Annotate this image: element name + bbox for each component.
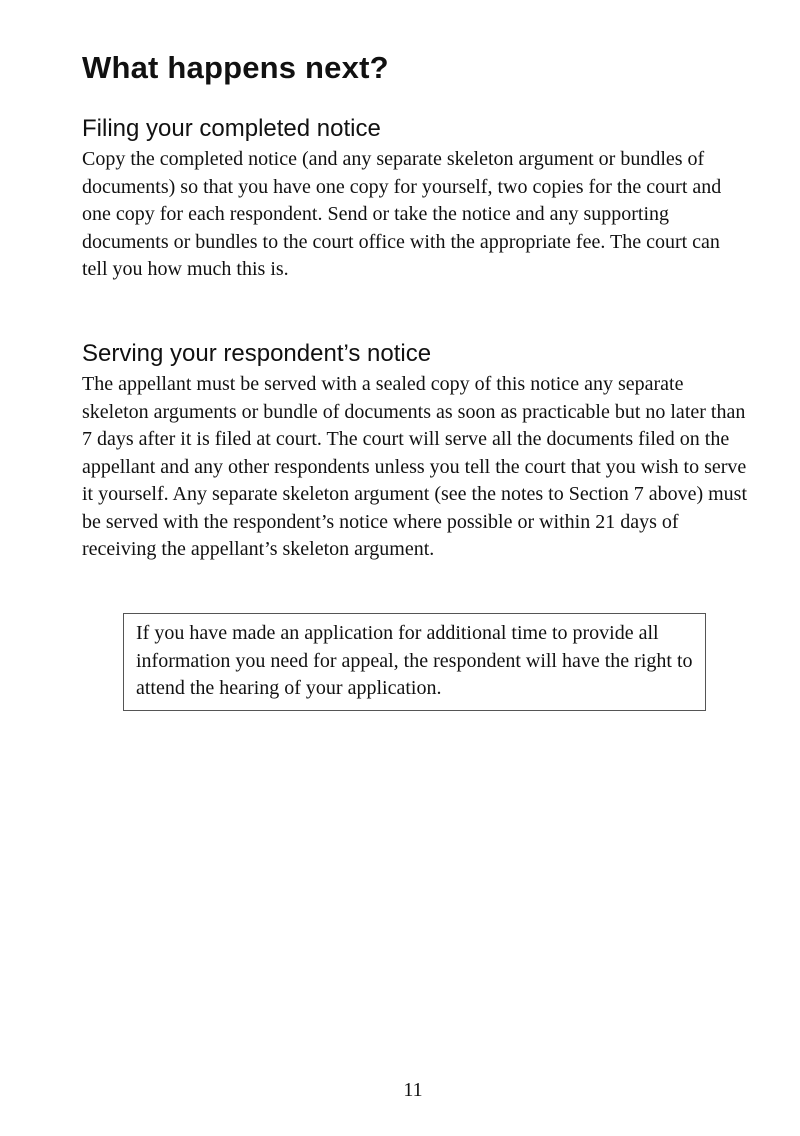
filing-section-heading: Filing your completed notice — [82, 115, 381, 142]
filing-section-body: Copy the completed notice (and any separate skeleton argument or bundles of documents) so that you have one copy for yourself, two copies for the court and one copy for each respondent. Send or take the notice and any supporting documents or bundles to the court office with the appropriate fee. The court can tell you how much this is. — [82, 148, 722, 280]
serving-section-body: The appellant must be served with a sealed copy of this notice any separate skeleton arguments or bundle of documents as soon as practicable but no later than 7 days after it is filed at court. The court will serve all the documents filed on the appellant and any other respondents unless you tell the court that you wish to serve it yourself. Any separate skeleton argument (see the notes to Section 7 above) must be served with the respondent’s notice where possible or within 21 days of receiving the appellant’s skeleton argument. — [82, 373, 748, 560]
page-number: 11 — [403, 1079, 423, 1101]
note-box — [123, 613, 706, 711]
serving-section-heading: Serving your respondent’s notice — [82, 340, 432, 367]
note-text: If you have made an application for additional time to provide all information you need for appeal, the respondent will have the right to attend the hearing of your application. — [136, 622, 693, 699]
page-title: What happens next? — [82, 50, 389, 85]
